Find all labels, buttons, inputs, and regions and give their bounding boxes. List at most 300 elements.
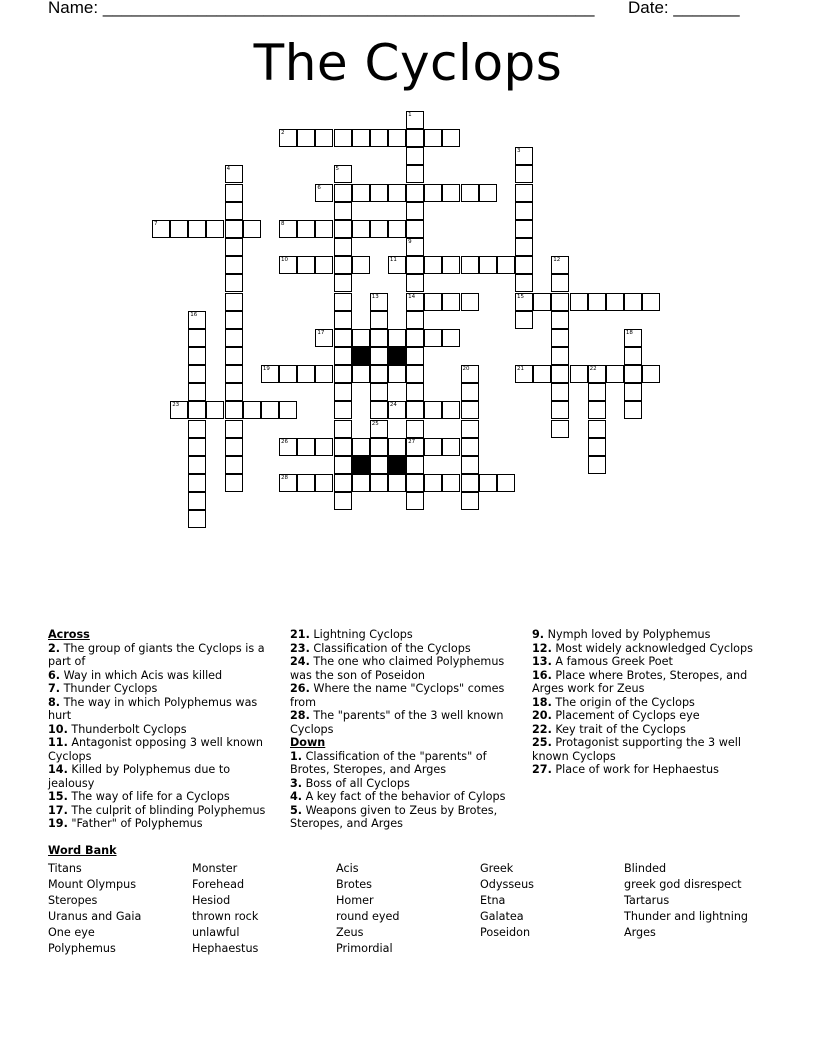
grid-cell[interactable] <box>225 456 243 474</box>
grid-cell[interactable] <box>370 329 388 347</box>
grid-cell[interactable] <box>388 129 406 147</box>
grid-cell[interactable] <box>588 456 606 474</box>
grid-cell[interactable] <box>533 365 551 383</box>
word-bank-item: unlawful <box>192 926 240 939</box>
down-clue <box>532 736 762 763</box>
word-bank-heading: Word Bank <box>48 844 117 857</box>
grid-cell[interactable] <box>424 129 442 147</box>
grid-cell[interactable] <box>188 329 206 347</box>
grid-cell[interactable] <box>588 401 606 419</box>
grid-cell[interactable] <box>352 184 370 202</box>
grid-cell[interactable] <box>461 438 479 456</box>
grid-cell[interactable] <box>279 256 297 274</box>
word-bank-item: Greek <box>480 862 514 875</box>
grid-cell[interactable] <box>551 274 569 292</box>
grid-cell[interactable] <box>442 184 460 202</box>
grid-cell[interactable] <box>188 456 206 474</box>
clue-text: Thunder Cyclops <box>60 682 158 695</box>
grid-cell[interactable] <box>624 401 642 419</box>
down-clue <box>290 790 518 804</box>
clue-number-label: 13. <box>532 655 552 668</box>
clue-number-label: 16. <box>532 668 552 682</box>
grid-cell[interactable] <box>188 347 206 365</box>
grid-cell[interactable] <box>515 365 533 383</box>
down-clue <box>532 628 762 642</box>
clue-number: 28 <box>281 475 288 481</box>
grid-cell[interactable] <box>515 256 533 274</box>
grid-cell[interactable] <box>406 238 424 256</box>
clue-number-label: 22. <box>532 722 552 736</box>
word-bank-item: thrown rock <box>192 910 259 923</box>
clue-number: 23 <box>172 402 180 409</box>
grid-cell[interactable] <box>406 147 424 165</box>
grid-cell[interactable] <box>188 492 206 510</box>
grid-cell[interactable] <box>406 129 424 147</box>
name-line[interactable]: ____________________________________________________ <box>102 0 595 17</box>
grid-cell[interactable] <box>297 365 315 383</box>
word-bank-column <box>48 861 188 957</box>
grid-cell[interactable] <box>406 202 424 220</box>
grid-cell[interactable] <box>406 456 424 474</box>
grid-cell[interactable] <box>188 311 206 329</box>
grid-cell[interactable] <box>624 365 642 383</box>
down-clue <box>532 709 762 723</box>
grid-cell[interactable] <box>370 438 388 456</box>
grid-cell[interactable] <box>551 311 569 329</box>
grid-cell[interactable] <box>370 311 388 329</box>
grid-cell[interactable] <box>334 256 352 274</box>
grid-cell[interactable] <box>352 329 370 347</box>
grid-cell[interactable] <box>188 474 206 492</box>
across-clue <box>290 682 518 709</box>
grid-cell[interactable] <box>406 220 424 238</box>
clue-number: 27 <box>408 438 416 445</box>
word-bank-item: Acis <box>336 862 359 875</box>
grid-cell[interactable] <box>225 220 243 238</box>
grid-cell[interactable] <box>334 365 352 383</box>
grid-cell[interactable] <box>406 256 424 274</box>
grid-cell[interactable] <box>225 438 243 456</box>
grid-cell[interactable] <box>243 401 261 419</box>
grid-cell[interactable] <box>334 401 352 419</box>
word-bank-item: Polyphemus <box>48 942 116 955</box>
clue-text: Place of work for Hephaestus <box>551 763 719 776</box>
grid-cell[interactable] <box>479 184 497 202</box>
grid-cell[interactable] <box>352 474 370 492</box>
grid-cell[interactable] <box>297 438 315 456</box>
grid-cell[interactable] <box>370 474 388 492</box>
clue-text: Lightning Cyclops <box>309 628 413 641</box>
grid-cell[interactable] <box>334 456 352 474</box>
grid-cell[interactable] <box>551 347 569 365</box>
word-bank-item: Tartarus <box>624 894 670 907</box>
name-label: Name: ____________________________________________________ <box>48 0 595 17</box>
across-clue <box>48 723 270 737</box>
grid-cell[interactable] <box>334 420 352 438</box>
grid-cell[interactable] <box>406 347 424 365</box>
word-bank-column <box>480 861 620 941</box>
grid-cell[interactable] <box>515 293 533 311</box>
grid-cell[interactable] <box>388 220 406 238</box>
down-clue <box>532 669 762 696</box>
word-bank-item: Odysseus <box>480 878 534 891</box>
grid-cell[interactable] <box>406 401 424 419</box>
grid-cell[interactable] <box>370 420 388 438</box>
grid-cell[interactable] <box>624 293 642 311</box>
grid-cell[interactable] <box>225 256 243 274</box>
grid-cell[interactable] <box>442 329 460 347</box>
grid-cell[interactable] <box>406 365 424 383</box>
grid-cell[interactable] <box>188 438 206 456</box>
clue-text: A famous Greek Poet <box>551 655 673 668</box>
grid-cell[interactable] <box>334 311 352 329</box>
grid-cell[interactable] <box>279 365 297 383</box>
grid-cell[interactable] <box>334 347 352 365</box>
grid-cell[interactable] <box>188 510 206 528</box>
clue-number-label: 14. <box>48 763 68 776</box>
grid-cell[interactable] <box>352 220 370 238</box>
grid-cell[interactable] <box>225 202 243 220</box>
clue-number: 10 <box>281 257 288 264</box>
grid-cell[interactable] <box>461 401 479 419</box>
clue-text: Classification of the "parents" of Brotes, Steropes, and Arges <box>290 749 487 776</box>
grid-cell[interactable] <box>461 293 479 311</box>
word-bank-item: Forehead <box>192 878 245 891</box>
grid-cell[interactable] <box>406 311 424 329</box>
grid-cell[interactable] <box>570 365 588 383</box>
grid-cell[interactable] <box>225 365 243 383</box>
grid-cell[interactable] <box>461 383 479 401</box>
grid-cell[interactable] <box>370 456 388 474</box>
grid-cell[interactable] <box>225 184 243 202</box>
grid-cell[interactable] <box>334 492 352 510</box>
clue-number: 20 <box>462 366 470 373</box>
grid-cell[interactable] <box>388 256 406 274</box>
grid-cell[interactable] <box>588 293 606 311</box>
clue-number-label: 5. <box>290 803 303 817</box>
grid-cell[interactable] <box>370 383 388 401</box>
grid-cell[interactable] <box>406 383 424 401</box>
grid-cell[interactable] <box>424 474 442 492</box>
clue-number: 11 <box>389 257 397 264</box>
clue-number: 14 <box>408 293 416 300</box>
grid-cell[interactable] <box>315 474 333 492</box>
grid-cell[interactable] <box>406 420 424 438</box>
grid-cell[interactable] <box>606 365 624 383</box>
date-line[interactable]: _______ <box>673 0 740 17</box>
date-label: Date: _______ <box>628 0 740 17</box>
grid-cell[interactable] <box>352 365 370 383</box>
grid-cell[interactable] <box>642 293 660 311</box>
clue-number-label: 20. <box>532 709 552 722</box>
grid-cell[interactable] <box>334 202 352 220</box>
grid-cell[interactable] <box>370 220 388 238</box>
grid-cell[interactable] <box>315 438 333 456</box>
grid-cell[interactable] <box>388 184 406 202</box>
grid-cell[interactable] <box>588 383 606 401</box>
grid-cell[interactable] <box>424 184 442 202</box>
down-clue <box>290 750 518 777</box>
clue-number: 21 <box>517 366 524 373</box>
grid-cell[interactable] <box>388 329 406 347</box>
grid-cell[interactable] <box>279 401 297 419</box>
grid-cell[interactable] <box>515 274 533 292</box>
grid-cell[interactable] <box>225 165 243 183</box>
grid-cell[interactable] <box>461 256 479 274</box>
grid-cell[interactable] <box>624 347 642 365</box>
grid-cell[interactable] <box>188 420 206 438</box>
grid-cell[interactable] <box>188 383 206 401</box>
clue-text: The culprit of blinding Polyphemus <box>67 803 266 817</box>
grid-cell[interactable] <box>370 365 388 383</box>
clue-number: 12 <box>553 257 561 264</box>
grid-cell[interactable] <box>170 220 188 238</box>
grid-cell[interactable] <box>315 365 333 383</box>
grid-cell[interactable] <box>206 401 224 419</box>
grid-cell[interactable] <box>370 347 388 365</box>
clue-text: Most widely acknowledged Cyclops <box>551 641 753 655</box>
word-bank-item: Poseidon <box>480 926 531 939</box>
clue-number-label: 15. <box>48 790 68 803</box>
clue-number: 4 <box>226 166 231 173</box>
grid-cell[interactable] <box>551 420 569 438</box>
word-bank <box>48 844 749 955</box>
grid-cell[interactable] <box>551 365 569 383</box>
clue-text: Thunderbolt Cyclops <box>67 722 187 736</box>
down-clue <box>532 696 762 710</box>
down-clue <box>532 723 762 737</box>
clue-number-label: 4. <box>290 790 303 803</box>
grid-cell[interactable] <box>479 474 497 492</box>
clue-text: Place where Brotes, Steropes, and Arges work for Zeus <box>532 668 748 695</box>
grid-cell[interactable] <box>334 184 352 202</box>
grid-cell[interactable] <box>551 256 569 274</box>
clue-text: The one who claimed Polyphemus was the son of Poseidon <box>290 655 505 682</box>
grid-cell[interactable] <box>225 383 243 401</box>
clue-number-label: 8. <box>48 695 61 709</box>
grid-cell[interactable] <box>424 401 442 419</box>
grid-cell[interactable] <box>406 492 424 510</box>
grid-cell[interactable] <box>406 438 424 456</box>
grid-cell[interactable] <box>334 238 352 256</box>
across-clue <box>290 642 518 656</box>
word-bank-item: One eye <box>48 926 95 939</box>
grid-cell[interactable] <box>497 256 515 274</box>
grid-cell[interactable] <box>406 474 424 492</box>
grid-cell[interactable] <box>206 220 224 238</box>
grid-cell[interactable] <box>406 165 424 183</box>
grid-cell[interactable] <box>352 256 370 274</box>
grid-cell[interactable] <box>515 147 533 165</box>
grid-cell[interactable] <box>515 202 533 220</box>
clue-text: Placement of Cyclops eye <box>551 709 700 722</box>
clue-text: Classification of the Cyclops <box>309 641 471 655</box>
word-bank-column <box>192 861 332 957</box>
grid-cell[interactable] <box>334 129 352 147</box>
grid-cell[interactable] <box>315 129 333 147</box>
grid-cell[interactable] <box>515 220 533 238</box>
grid-cell[interactable] <box>606 293 624 311</box>
clue-text: Protagonist supporting the 3 well known Cyclops <box>532 736 741 763</box>
grid-cell[interactable] <box>297 474 315 492</box>
grid-cell[interactable] <box>551 383 569 401</box>
clue-number-label: 10. <box>48 722 68 736</box>
grid-cell[interactable] <box>388 438 406 456</box>
grid-cell[interactable] <box>334 383 352 401</box>
grid-cell[interactable] <box>225 238 243 256</box>
grid-cell[interactable] <box>225 311 243 329</box>
grid-cell[interactable] <box>225 293 243 311</box>
clue-number-label: 1. <box>290 749 303 763</box>
word-bank-item: Arges <box>624 926 656 939</box>
grid-cell[interactable] <box>442 438 460 456</box>
grid-cell[interactable] <box>279 474 297 492</box>
grid-cell[interactable] <box>461 492 479 510</box>
grid-cell[interactable] <box>533 293 551 311</box>
black-square <box>388 456 406 474</box>
grid-cell[interactable] <box>442 293 460 311</box>
grid-cell[interactable] <box>297 129 315 147</box>
grid-cell[interactable] <box>261 401 279 419</box>
grid-cell[interactable] <box>388 401 406 419</box>
grid-cell[interactable] <box>388 474 406 492</box>
grid-cell[interactable] <box>515 311 533 329</box>
clue-number: 5 <box>335 166 339 173</box>
clue-text: Nymph loved by Polyphemus <box>544 628 711 641</box>
grid-cell[interactable] <box>515 184 533 202</box>
grid-cell[interactable] <box>352 129 370 147</box>
grid-cell[interactable] <box>479 256 497 274</box>
grid-cell[interactable] <box>334 220 352 238</box>
clue-text: The "parents" of the 3 well known Cyclops <box>290 709 504 736</box>
grid-cell[interactable] <box>225 274 243 292</box>
grid-cell[interactable] <box>297 256 315 274</box>
clue-number-label: 17. <box>48 803 68 817</box>
grid-cell[interactable] <box>315 220 333 238</box>
grid-cell[interactable] <box>334 165 352 183</box>
grid-cell[interactable] <box>551 329 569 347</box>
grid-cell[interactable] <box>588 420 606 438</box>
grid-cell[interactable] <box>461 365 479 383</box>
grid-cell[interactable] <box>170 401 188 419</box>
grid-cell[interactable] <box>424 438 442 456</box>
grid-cell[interactable] <box>442 401 460 419</box>
grid-cell[interactable] <box>188 220 206 238</box>
grid-cell[interactable] <box>406 184 424 202</box>
grid-cell[interactable] <box>315 256 333 274</box>
clue-number-label: 2. <box>48 641 61 655</box>
clues-column-2 <box>290 628 518 831</box>
grid-cell[interactable] <box>442 474 460 492</box>
grid-cell[interactable] <box>315 329 333 347</box>
grid-cell[interactable] <box>551 293 569 311</box>
down-clue <box>532 642 762 656</box>
grid-cell[interactable] <box>334 329 352 347</box>
grid-cell[interactable] <box>261 365 279 383</box>
across-clue <box>48 642 270 669</box>
grid-cell[interactable] <box>461 420 479 438</box>
clue-number: 1 <box>408 112 412 118</box>
grid-cell[interactable] <box>334 438 352 456</box>
across-clue <box>290 655 518 682</box>
clue-number-label: 11. <box>48 736 68 749</box>
grid-cell[interactable] <box>315 184 333 202</box>
clue-number: 7 <box>154 220 158 227</box>
grid-cell[interactable] <box>370 129 388 147</box>
grid-cell[interactable] <box>442 129 460 147</box>
grid-cell[interactable] <box>588 365 606 383</box>
grid-cell[interactable] <box>243 220 261 238</box>
grid-cell[interactable] <box>551 401 569 419</box>
word-bank-item: greek god disrespect <box>624 878 742 891</box>
grid-cell[interactable] <box>424 329 442 347</box>
grid-cell[interactable] <box>570 293 588 311</box>
grid-cell[interactable] <box>225 347 243 365</box>
grid-cell[interactable] <box>188 401 206 419</box>
grid-cell[interactable] <box>225 420 243 438</box>
grid-cell[interactable] <box>370 401 388 419</box>
grid-cell[interactable] <box>406 329 424 347</box>
grid-cell[interactable] <box>334 274 352 292</box>
grid-cell[interactable] <box>424 293 442 311</box>
grid-cell[interactable] <box>297 220 315 238</box>
grid-cell[interactable] <box>461 456 479 474</box>
grid-cell[interactable] <box>334 293 352 311</box>
grid-cell[interactable] <box>588 438 606 456</box>
grid-cell[interactable] <box>461 474 479 492</box>
clue-text: Where the name "Cyclops" comes from <box>290 682 505 709</box>
grid-cell[interactable] <box>352 438 370 456</box>
grid-cell[interactable] <box>334 474 352 492</box>
grid-cell[interactable] <box>497 474 515 492</box>
grid-cell[interactable] <box>388 365 406 383</box>
clue-number-label: 19. <box>48 817 68 830</box>
clue-number-label: 21. <box>290 628 310 641</box>
clue-number-label: 7. <box>48 682 61 695</box>
clue-number: 2 <box>281 130 285 137</box>
grid-cell[interactable] <box>424 256 442 274</box>
clue-number: 19 <box>262 366 270 373</box>
clue-number: 8 <box>281 220 285 227</box>
grid-cell[interactable] <box>461 184 479 202</box>
grid-cell[interactable] <box>279 220 297 238</box>
grid-cell[interactable] <box>515 238 533 256</box>
grid-cell[interactable] <box>279 129 297 147</box>
word-bank-column <box>624 861 764 941</box>
grid-cell[interactable] <box>225 401 243 419</box>
across-clue <box>48 790 270 804</box>
clue-number-label: 24. <box>290 655 310 668</box>
grid-cell[interactable] <box>152 220 170 238</box>
grid-cell[interactable] <box>442 256 460 274</box>
grid-cell[interactable] <box>624 383 642 401</box>
grid-cell[interactable] <box>370 293 388 311</box>
grid-cell[interactable] <box>406 293 424 311</box>
grid-cell[interactable] <box>624 329 642 347</box>
grid-cell[interactable] <box>225 474 243 492</box>
clue-number: 16 <box>190 311 198 318</box>
clue-number-label: 23. <box>290 641 310 655</box>
grid-cell[interactable] <box>370 184 388 202</box>
grid-cell[interactable] <box>642 365 660 383</box>
grid-cell[interactable] <box>515 165 533 183</box>
grid-cell[interactable] <box>225 329 243 347</box>
grid-cell[interactable] <box>188 365 206 383</box>
grid-cell[interactable] <box>406 111 424 129</box>
clue-number: 3 <box>517 148 521 155</box>
grid-cell[interactable] <box>406 274 424 292</box>
grid-cell[interactable] <box>279 438 297 456</box>
